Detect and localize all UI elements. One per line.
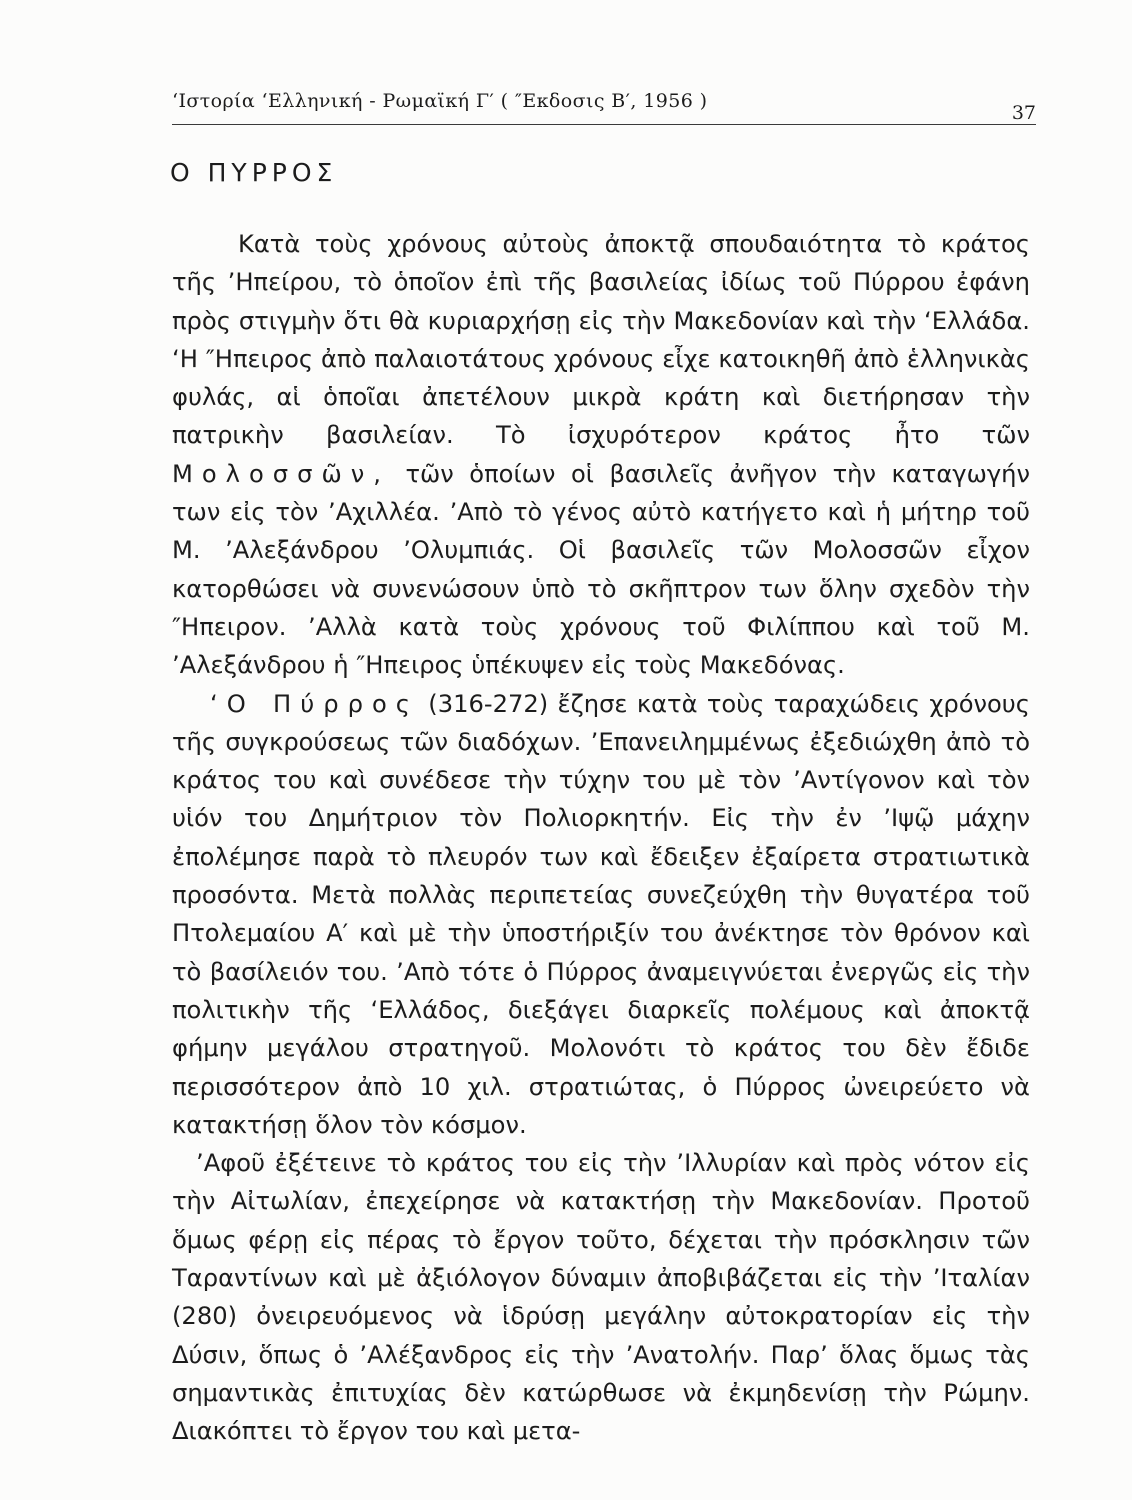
paragraph-1-continuation: τῶν ὁποίων οἱ βασιλεῖς ἀνῆγον τὴν καταγωγήν των εἰς τὸν ’Αχιλλέα. ’Απὸ τὸ γένος αὐτὸ κατήγετο καὶ ἡ μήτηρ τοῦ Μ. ’Αλεξάνδρου ’Ολυμπιάς. Οἱ βασιλεῖς τῶν Μολοσσῶν εἶχον κατορθώσει νὰ συνενώσουν ὑπὸ τὸ σκῆπτρον των ὅλην σχεδὸν τὴν ″Ηπειρον. ’Αλλὰ κατὰ τοὺς χρόνους τοῦ Φιλίππου καὶ τοῦ Μ. ’Αλεξάνδρου ἡ ″Ηπειρος ὑπέκυψεν εἰς τοὺς Μακεδόνας. bbox=[172, 459, 1030, 680]
paragraph-2 bbox=[172, 685, 1030, 1145]
paragraph-1-text: Κατὰ τοὺς χρόνους αὐτοὺς ἀποκτᾷ σπουδαιότητα τὸ κράτος τῆς ’Ηπείρου, τὸ ὁποῖον ἐπὶ τῆς βασιλείας ἰδίως τοῦ Πύρρου ἐφάνη πρὸς στιγμὴν ὅτι θὰ κυριαρχήσῃ εἰς τὴν Μακεδονίαν καὶ τὴν ‘Ελλάδα. ‘Η ″Ηπειρος ἀπὸ παλαιοτάτους χρόνους εἶχε κατοικηθῆ ἀπὸ ἑλληνικὰς φυλάς, αἱ ὁποῖαι ἀπετέλουν μικρὰ κράτη καὶ διετήρησαν τὴν πατρικὴν βασιλείαν. Τὸ ἰσχυρότερον κράτος ἦτο τῶν bbox=[172, 230, 1030, 450]
chapter-title: Ο ΠΥΡΡΟΣ bbox=[170, 158, 338, 187]
paragraph-3 bbox=[172, 1144, 1030, 1450]
body-text bbox=[172, 225, 1030, 1451]
pyrrhus-emphasis: ‘Ο Πύρρος bbox=[210, 689, 419, 718]
running-title: ‘Ιστορία ‘Ελληνική - Ρωμαϊκή Γ′ ( ″Εκδοσις Β′, 1956 ) bbox=[172, 90, 708, 112]
page-number: 37 bbox=[1011, 102, 1036, 124]
paragraph-2-text: (316-272) ἔζησε κατὰ τοὺς ταραχώδεις χρόνους τῆς συγκρούσεως τῶν διαδόχων. ’Επανειλημμένως ἐξεδιώχθη ἀπὸ τὸ κράτος του καὶ συνέδεσε τὴν τύχην του μὲ τὸν ’Αντίγονον καὶ τὸν υἱόν του Δημήτριον τὸν Πολιορκητήν. Εἰς τὴν ἐν ’Ιψῷ μάχην ἐπολέμησε παρὰ τὸ πλευρόν των καὶ ἔδειξεν ἐξαίρετα στρατιωτικὰ προσόντα. Μετὰ πολλὰς περιπετείας συνεζεύχθη τὴν θυγατέρα τοῦ Πτολεμαίου Α′ καὶ μὲ τὴν ὑποστήριξίν του ἀνέκτησε τὸν θρόνον καὶ τὸ βασίλειόν του. ’Απὸ τότε ὁ Πύρρος ἀναμειγνύεται ἐνεργῶς εἰς τὴν πολιτικὴν τῆς ‘Ελλάδος, διεξάγει διαρκεῖς πολέμους καὶ ἀποκτᾷ φήμην μεγάλου στρατηγοῦ. Μολονότι τὸ κράτος του δὲν ἔδιδε περισσότερον ἀπὸ 10 χιλ. στρατιώτας, ὁ Πύρρος ὠνειρεύετο νὰ κατακτήσῃ ὅλον τὸν κόσμον. bbox=[172, 689, 1030, 1139]
paragraph-1 bbox=[172, 225, 1030, 685]
molossians-emphasis: Μολοσσῶν, bbox=[172, 459, 390, 488]
page-header bbox=[172, 84, 1036, 125]
paragraph-3-text: ’Αφοῦ ἐξέτεινε τὸ κράτος του εἰς τὴν ’Ιλλυρίαν καὶ πρὸς νότον εἰς τὴν Αἰτωλίαν, ἐπεχείρησε νὰ κατακτήσῃ τὴν Μακεδονίαν. Προτοῦ ὅμως φέρῃ εἰς πέρας τὸ ἔργον τοῦτο, δέχεται τὴν πρόσκλησιν τῶν Ταραντίνων καὶ μὲ ἀξιόλογον δύναμιν ἀποβιβάζεται εἰς τὴν ’Ιταλίαν (280) ὀνειρευόμενος νὰ ἱδρύσῃ μεγάλην αὐτοκρατορίαν εἰς τὴν Δύσιν, ὅπως ὁ ’Αλέξανδρος εἰς τὴν ’Ανατολήν. Παρ’ ὅλας ὅμως τὰς σημαντικὰς ἐπιτυχίας δὲν κατώρθωσε νὰ ἐκμηδενίσῃ τὴν Ρώμην. Διακόπτει τὸ ἔργον του καὶ μετα- bbox=[172, 1149, 1030, 1446]
